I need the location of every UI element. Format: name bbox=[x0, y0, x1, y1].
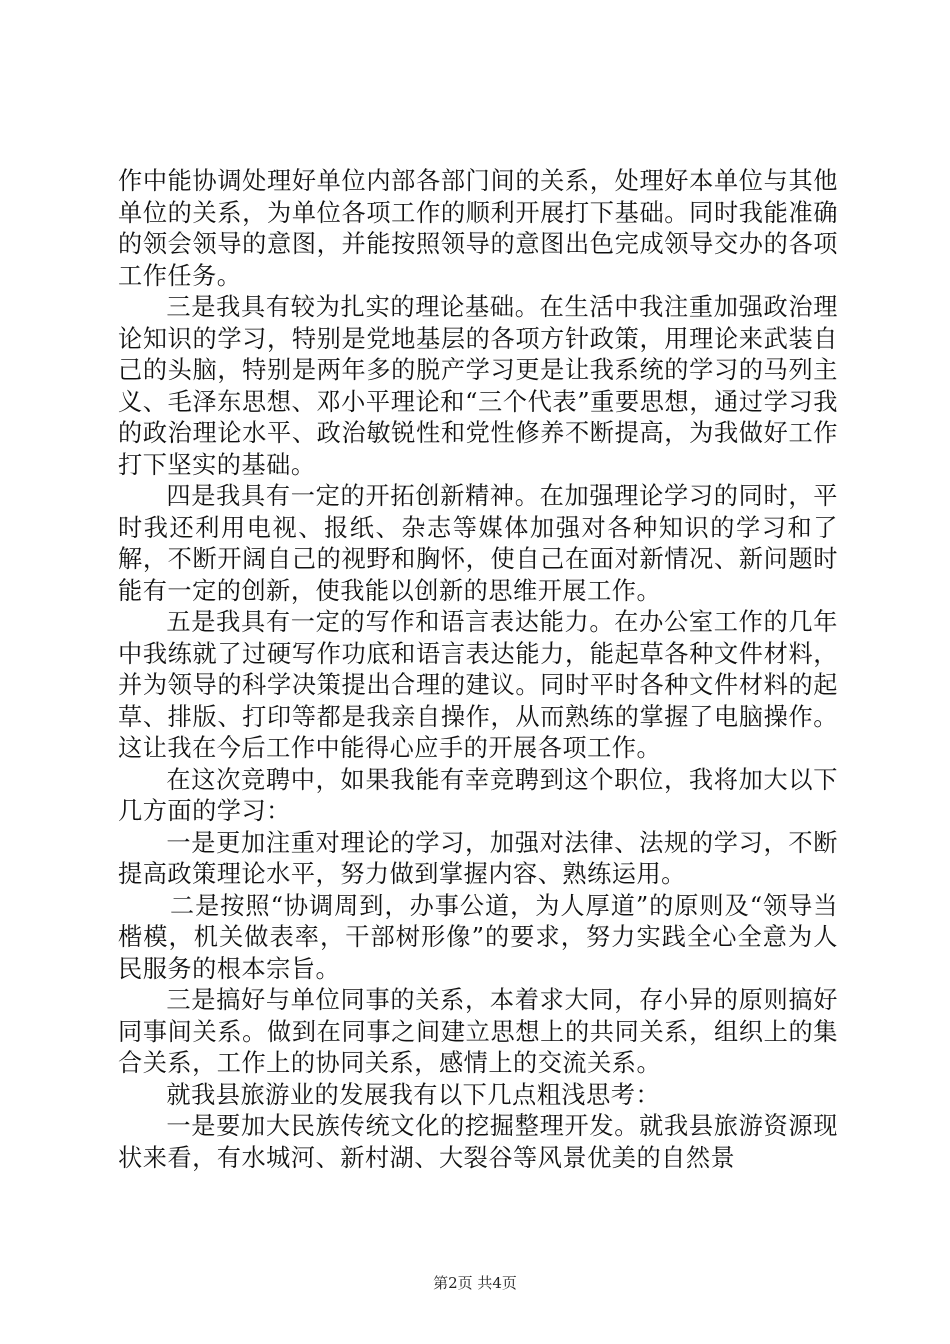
paragraph-9: 就我县旅游业的发展我有以下几点粗浅思考： bbox=[166, 1080, 661, 1109]
paragraph-7: 二是按照“协调周到，办事公道，为人厚道”的原则及“领导当楷模，机关做表率，干部树形像”的要求，努力实践全心全意为人民服务的根本宗旨。 bbox=[118, 891, 838, 983]
paragraph-2: 三是我具有较为扎实的理论基础。在生活中我注重加强政治理论知识的学习，特别是党地基层的各项方针政策，用理论来武装自己的头脑，特别是两年多的脱产学习更是让我系统的学习的马列主义、毛泽东思想、邓小平理论和“三个代表”重要思想，通过学习我的政治理论水平、政治敏锐性和党性修养不断提高，为我做好工作打下坚实的基础。 bbox=[118, 293, 838, 479]
paragraph-5: 在这次竞聘中，如果我能有幸竞聘到这个职位，我将加大以下几方面的学习： bbox=[118, 765, 838, 825]
paragraph-8: 三是搞好与单位同事的关系，本着求大同，存小异的原则搞好同事间关系。做到在同事之间建立思想上的共同关系，组织上的集合关系，工作上的协同关系，感情上的交流关系。 bbox=[118, 986, 838, 1077]
page-number-footer: 第2页 共4页 bbox=[433, 1274, 517, 1292]
paragraph-1: 作中能协调处理好单位内部各部门间的关系，处理好本单位与其他单位的关系，为单位各项工作的顺利开展打下基础。同时我能准确的领会领导的意图，并能按照领导的意图出色完成领导交办的各项工作任务。 bbox=[118, 167, 838, 290]
paragraph-6: 一是更加注重对理论的学习，加强对法律、法规的学习，不断提高政策理论水平，努力做到掌握内容、熟练运用。 bbox=[118, 828, 838, 888]
document-body bbox=[118, 166, 838, 1174]
paragraph-3: 四是我具有一定的开拓创新精神。在加强理论学习的同时，平时我还利用电视、报纸、杂志等媒体加强对各种知识的学习和了解，不断开阔自己的视野和胸怀，使自己在面对新情况、新问题时能有一定的创新，使我能以创新的思维开展工作。 bbox=[118, 482, 838, 605]
paragraph-4: 五是我具有一定的写作和语言表达能力。在办公室工作的几年中我练就了过硬写作功底和语言表达能力，能起草各种文件材料，并为领导的科学决策提出合理的建议。同时平时各种文件材料的起草、排版、打印等都是我亲自操作，从而熟练的掌握了电脑操作。这让我在今后工作中能得心应手的开展各项工作。 bbox=[118, 608, 838, 762]
paragraph-10: 一是要加大民族传统文化的挖掘整理开发。就我县旅游资源现状来看，有水城河、新村湖、大裂谷等风景优美的自然景 bbox=[118, 1112, 838, 1172]
